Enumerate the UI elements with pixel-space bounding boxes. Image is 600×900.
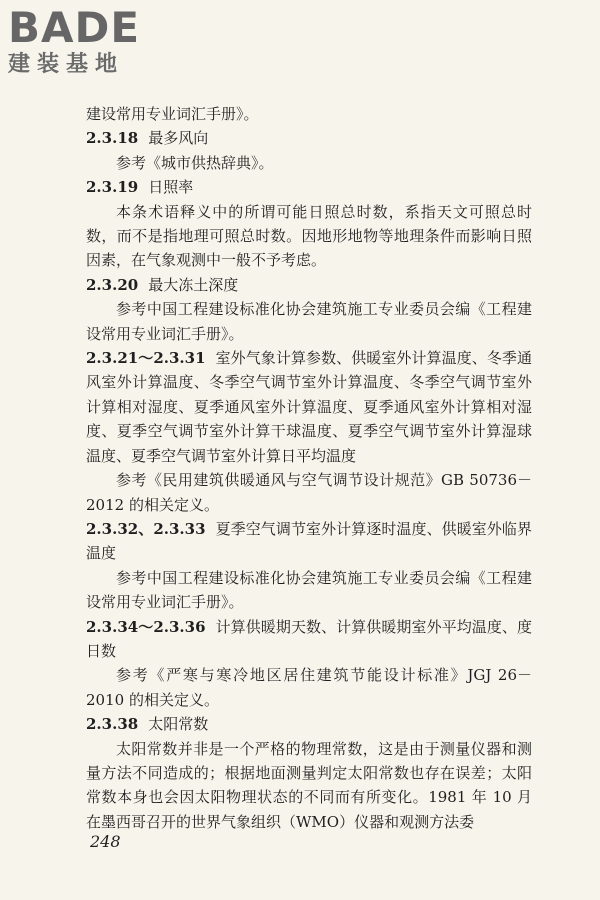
section-title: 室外气象计算参数、供暖室外计算温度、冬季通风室外计算温度、冬季空气调节室外计算温度、冬季空气调节室外计算相对湿度、夏季通风室外计算温度、夏季通风室外计算相对湿度、夏季空气调节室外计算干球温度、夏季空气调节室外计算湿球温度、夏季空气调节室外计算日平均温度: [86, 349, 532, 465]
continued-paragraph: 建设常用专业词汇手册》。: [86, 105, 259, 123]
section-number: 2.3.21～2.3.31: [86, 349, 206, 368]
section-number: 2.3.38: [86, 715, 139, 734]
section-number: 2.3.32、2.3.33: [86, 519, 206, 538]
page-body: [86, 102, 532, 834]
section-title: 太阳常数: [148, 715, 209, 734]
section-heading: [86, 712, 532, 736]
section-heading: [86, 615, 532, 664]
paragraph: 太阳常数并非是一个严格的物理常数，这是由于测量仪器和测量方法不同造成的；根据地面测量判定太阳常数也存在误差；太阳常数本身也会因太阳物理状态的不同而有所变化。1981 年 10 月在墨西哥召开的世界气象组织（WMO）仪器和观测方法委: [86, 739, 532, 831]
page-number: 248: [90, 832, 121, 851]
paragraph: 参考《民用建筑供暖通风与空气调节设计规范》GB 50736－2012 的相关定义。: [86, 471, 532, 514]
section-heading: [86, 273, 532, 297]
section-title: 日照率: [148, 178, 194, 197]
section-number: 2.3.19: [86, 178, 139, 197]
publisher-logo: [8, 3, 141, 78]
paragraph: 参考中国工程建设标准化协会建筑施工专业委员会编《工程建设常用专业词汇手册》。: [86, 300, 532, 343]
section-number: 2.3.20: [86, 275, 139, 294]
section-heading: [86, 175, 532, 199]
logo-subtitle: 建装基地: [8, 52, 125, 77]
logo-wordmark: BADE: [8, 3, 141, 52]
paragraph: 参考中国工程建设标准化协会建筑施工专业委员会编《工程建设常用专业词汇手册》。: [86, 568, 532, 612]
section-title: 计算供暖期天数、计算供暖期室外平均温度、度日数: [86, 617, 532, 660]
paragraph: 本条术语释义中的所谓可能日照总时数，系指天文可照总时数，而不是指地理可照总时数。因地形地物等地理条件而影响日照因素，在气象观测中一般不予考虑。: [86, 202, 532, 270]
section-title: 最大冻土深度: [148, 275, 239, 294]
section-title: 最多风向: [148, 129, 209, 148]
section-heading: [86, 126, 532, 150]
section-heading: [86, 346, 532, 468]
section-number: 2.3.18: [86, 129, 139, 148]
paragraph: 参考《城市供热辞典》。: [116, 153, 274, 172]
section-heading: [86, 517, 532, 566]
paragraph: 参考《严寒与寒冷地区居住建筑节能设计标准》JGJ 26－2010 的相关定义。: [86, 666, 532, 709]
section-number: 2.3.34～2.3.36: [86, 617, 206, 636]
section-title: 夏季空气调节室外计算逐时温度、供暖室外临界温度: [86, 519, 532, 563]
